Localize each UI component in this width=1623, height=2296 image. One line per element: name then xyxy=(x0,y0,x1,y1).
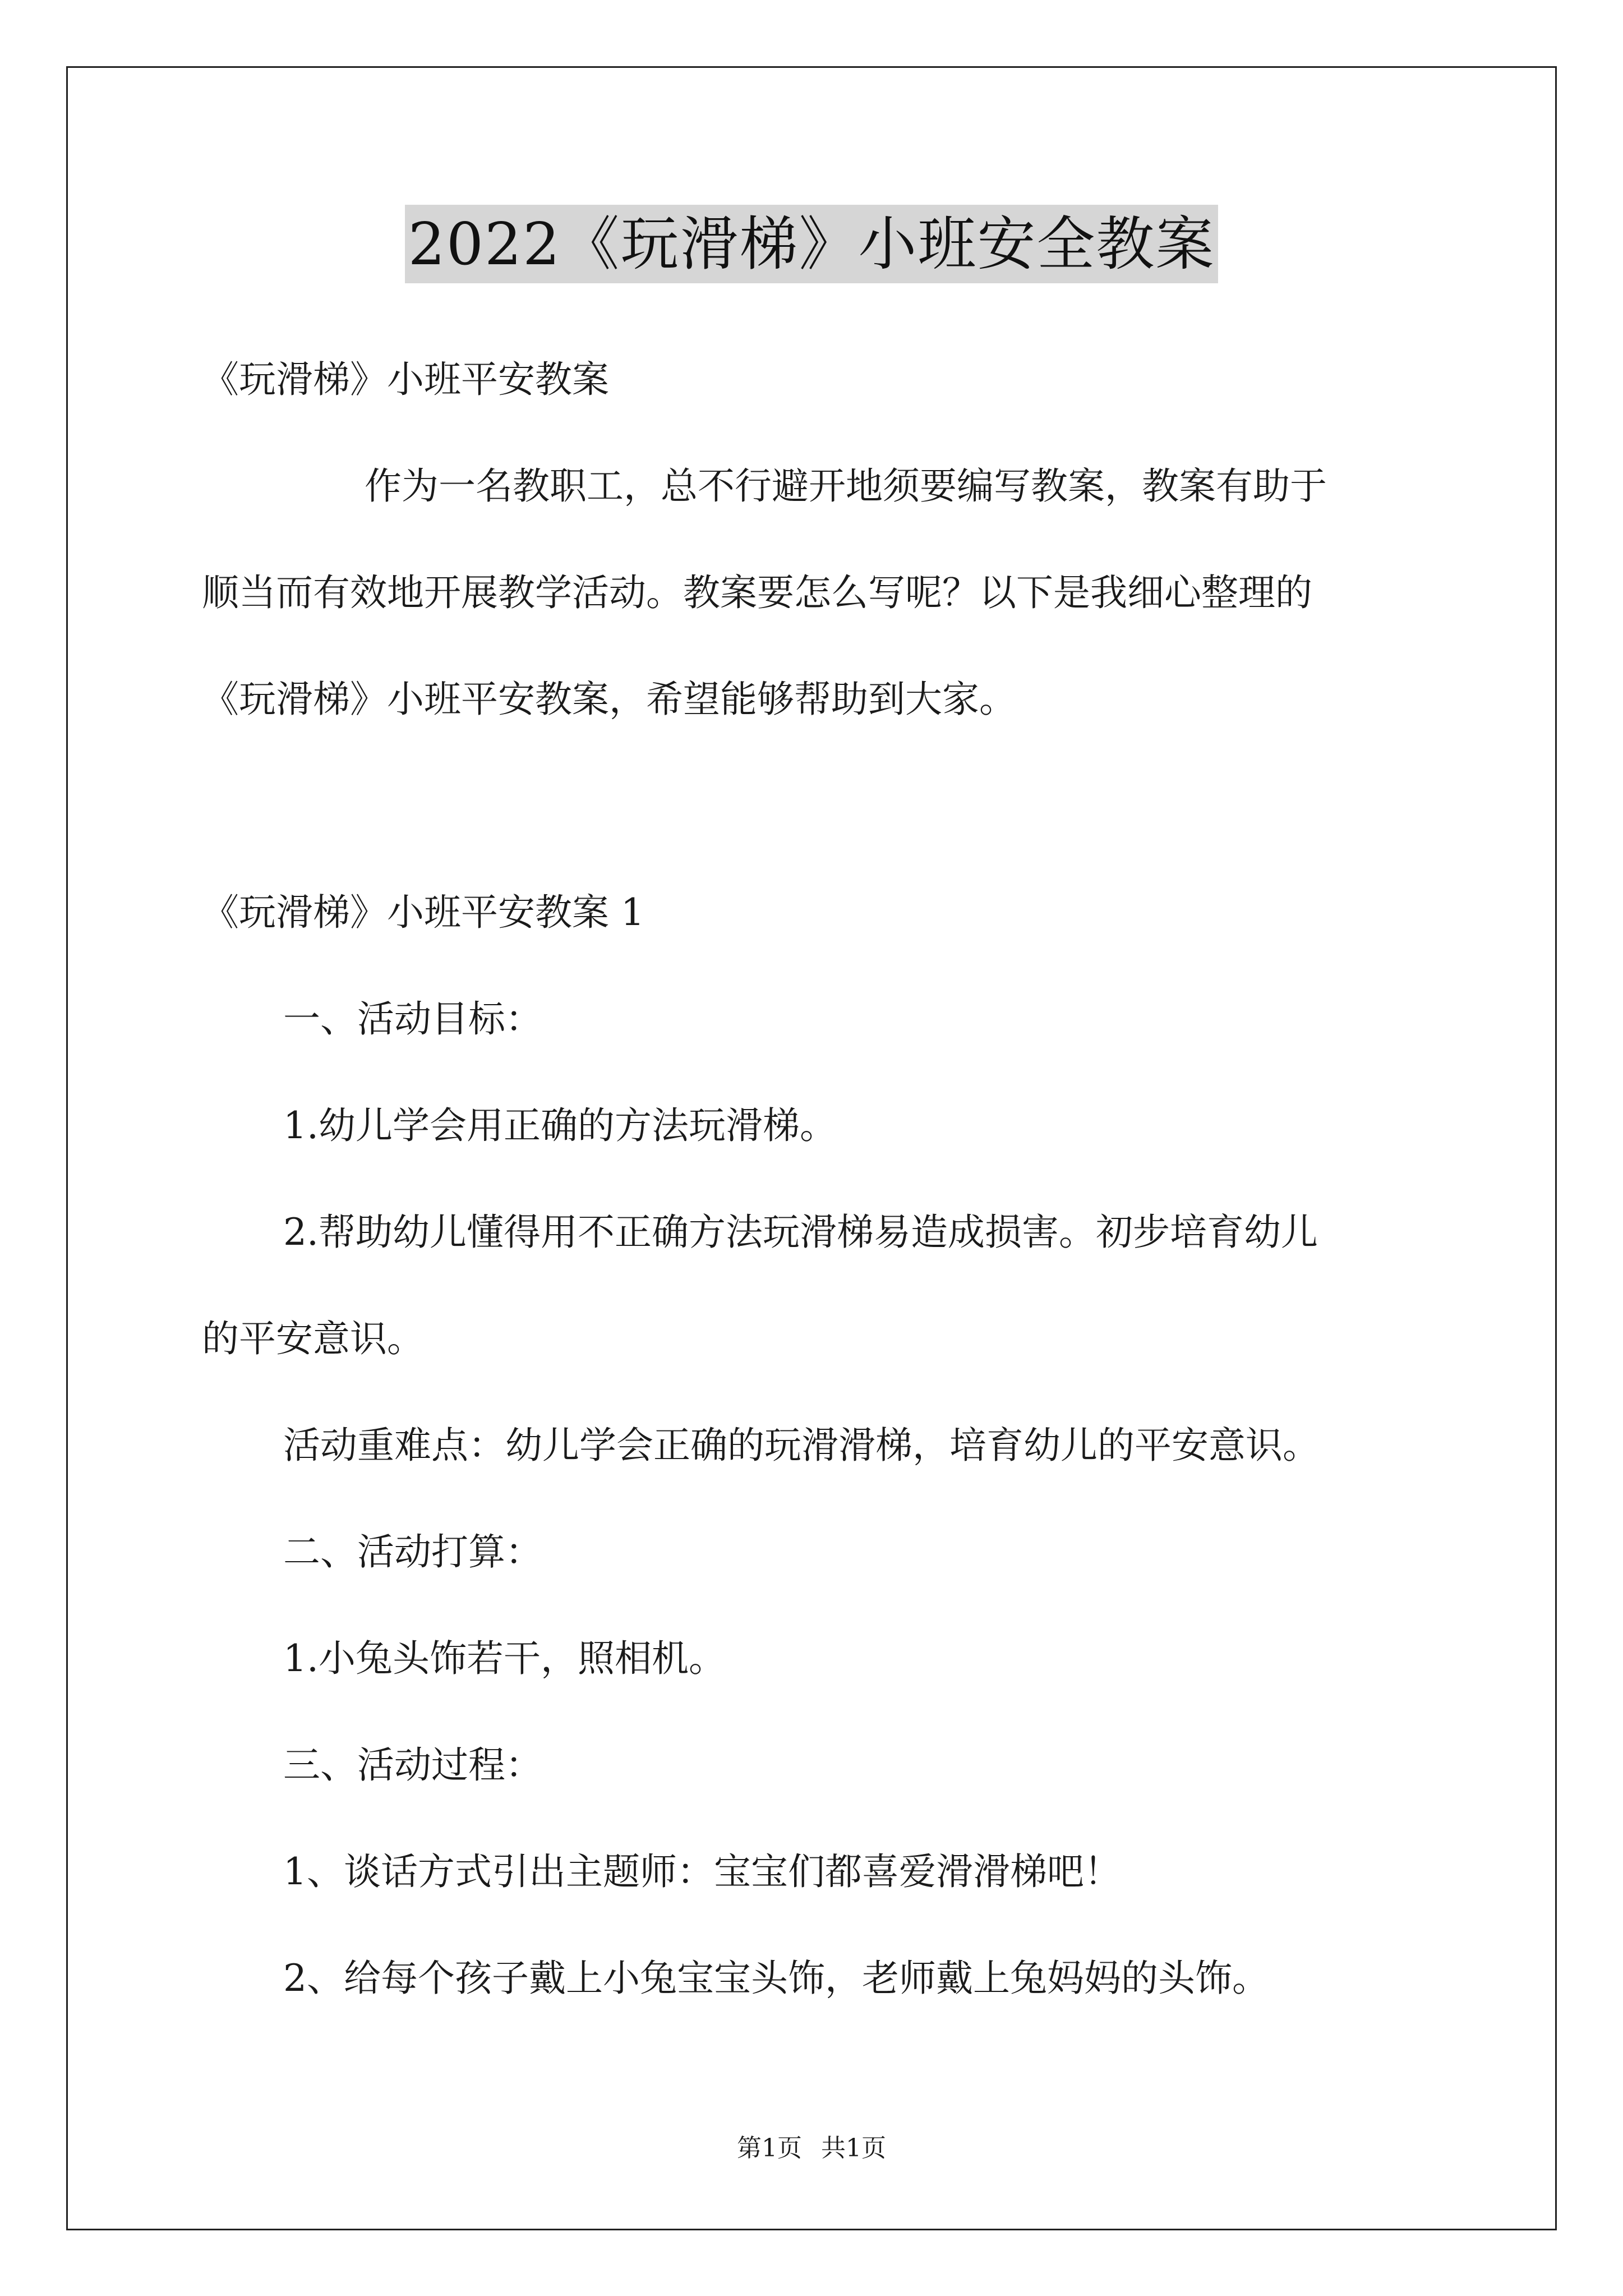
body-line: 2.帮助幼儿懂得用不正确方法玩滑梯易造成损害。初步培育幼儿 xyxy=(283,1211,1318,1254)
page-footer: 第1页 共1页 xyxy=(737,2134,886,2162)
intro-line: 作为一名教职工，总不行避开地须要编写教案，教案有助于 xyxy=(365,464,1327,508)
title-container xyxy=(0,205,1623,283)
intro-line: 《玩滑梯》小班平安教案，希望能够帮助到大家。 xyxy=(202,678,1016,721)
body-line: 的平安意识。 xyxy=(202,1317,424,1360)
body-line: 1.小兔头饰若干，照相机。 xyxy=(283,1637,726,1680)
section-heading: 《玩滑梯》小班平安教案 1 xyxy=(202,891,644,934)
body-line: 活动重难点：幼儿学会正确的玩滑滑梯，培育幼儿的平安意识。 xyxy=(283,1424,1320,1467)
body-line: 三、活动过程： xyxy=(283,1743,542,1787)
body-line: 二、活动打算： xyxy=(283,1530,542,1573)
subtitle: 《玩滑梯》小班平安教案 xyxy=(202,358,609,401)
body-line: 2、给每个孩子戴上小兔宝宝头饰，老师戴上兔妈妈的头饰。 xyxy=(283,1957,1269,2000)
body-line: 1.幼儿学会用正确的方法玩滑梯。 xyxy=(283,1104,837,1147)
body-line: 一、活动目标： xyxy=(283,997,542,1041)
document-title: 2022《玩滑梯》小班安全教案 xyxy=(405,205,1219,283)
body-line: 1、谈话方式引出主题师：宝宝们都喜爱滑滑梯吧！ xyxy=(283,1850,1121,1893)
intro-line: 顺当而有效地开展教学活动。教案要怎么写呢？以下是我细心整理的 xyxy=(202,571,1312,614)
